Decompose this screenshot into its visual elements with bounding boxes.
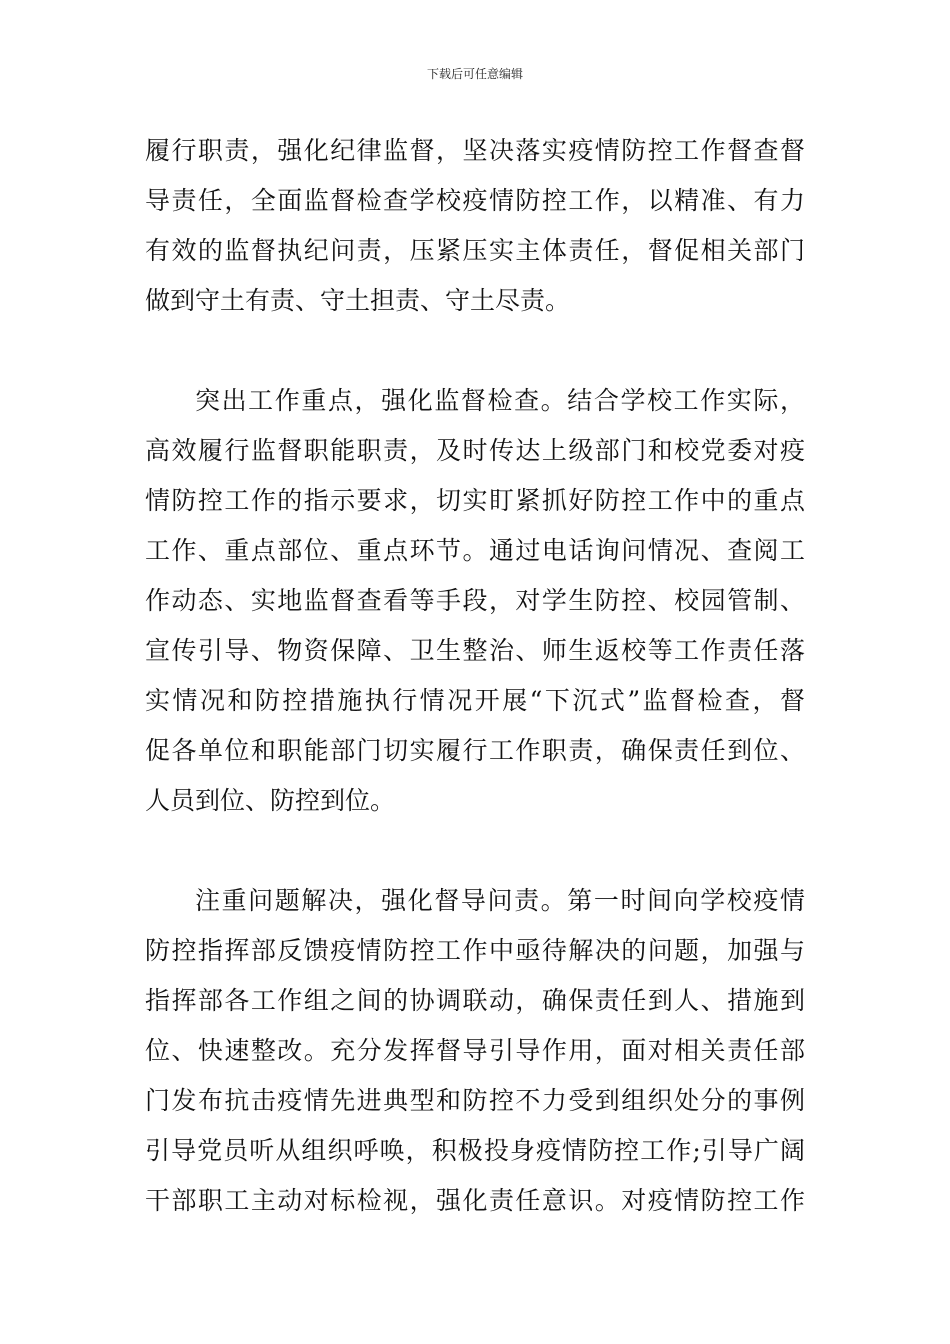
paragraph-line: 做到守土有责、守土担责、守土尽责。	[145, 286, 571, 315]
paragraph-line: 高效履行监督职能职责，及时传达上级部门和校党委对疫	[145, 436, 805, 465]
paragraph-line: 宣传引导、物资保障、卫生整治、师生返校等工作责任落	[145, 636, 805, 665]
paragraph-line: 工作、重点部位、重点环节。通过电话询问情况、查阅工	[145, 536, 805, 565]
paragraph-line: 实情况和防控措施执行情况开展“下沉式”监督检查，督	[145, 686, 805, 715]
paragraph-line: 促各单位和职能部门切实履行工作职责，确保责任到位、	[145, 736, 805, 765]
paragraph-2	[145, 376, 805, 826]
paragraph-line: 情防控工作的指示要求，切实盯紧抓好防控工作中的重点	[145, 486, 805, 515]
paragraph-line: 作动态、实地监督查看等手段，对学生防控、校园管制、	[145, 586, 805, 615]
paragraph-line: 指挥部各工作组之间的协调联动，确保责任到人、措施到	[145, 986, 805, 1015]
paragraph-line: 导责任，全面监督检查学校疫情防控工作，以精准、有力	[145, 186, 805, 215]
paragraph-spacer	[145, 326, 805, 376]
paragraph-3	[145, 876, 805, 1226]
paragraph-line: 位、快速整改。充分发挥督导引导作用，面对相关责任部	[145, 1036, 805, 1065]
paragraph-line: 履行职责，强化纪律监督，坚决落实疫情防控工作督查督	[145, 136, 805, 165]
paragraph-line: 防控指挥部反馈疫情防控工作中亟待解决的问题，加强与	[145, 936, 805, 965]
document-body	[145, 126, 805, 1226]
paragraph-line: 门发布抗击疫情先进典型和防控不力受到组织处分的事例	[145, 1086, 805, 1115]
paragraph-line: 引导党员听从组织呼唤，积极投身疫情防控工作;引导广阔	[145, 1136, 805, 1165]
page-header-note: 下载后可任意编辑	[426, 67, 523, 81]
paragraph-line: 有效的监督执纪问责，压紧压实主体责任，督促相关部门	[145, 236, 805, 265]
paragraph-spacer	[145, 826, 805, 876]
paragraph-line: 突出工作重点，强化监督检查。结合学校工作实际，	[195, 386, 805, 415]
paragraph-1	[145, 126, 805, 326]
paragraph-line: 注重问题解决，强化督导问责。第一时间向学校疫情	[195, 886, 805, 915]
paragraph-line: 干部职工主动对标检视，强化责任意识。对疫情防控工作	[145, 1186, 805, 1215]
paragraph-line: 人员到位、防控到位。	[145, 786, 396, 815]
